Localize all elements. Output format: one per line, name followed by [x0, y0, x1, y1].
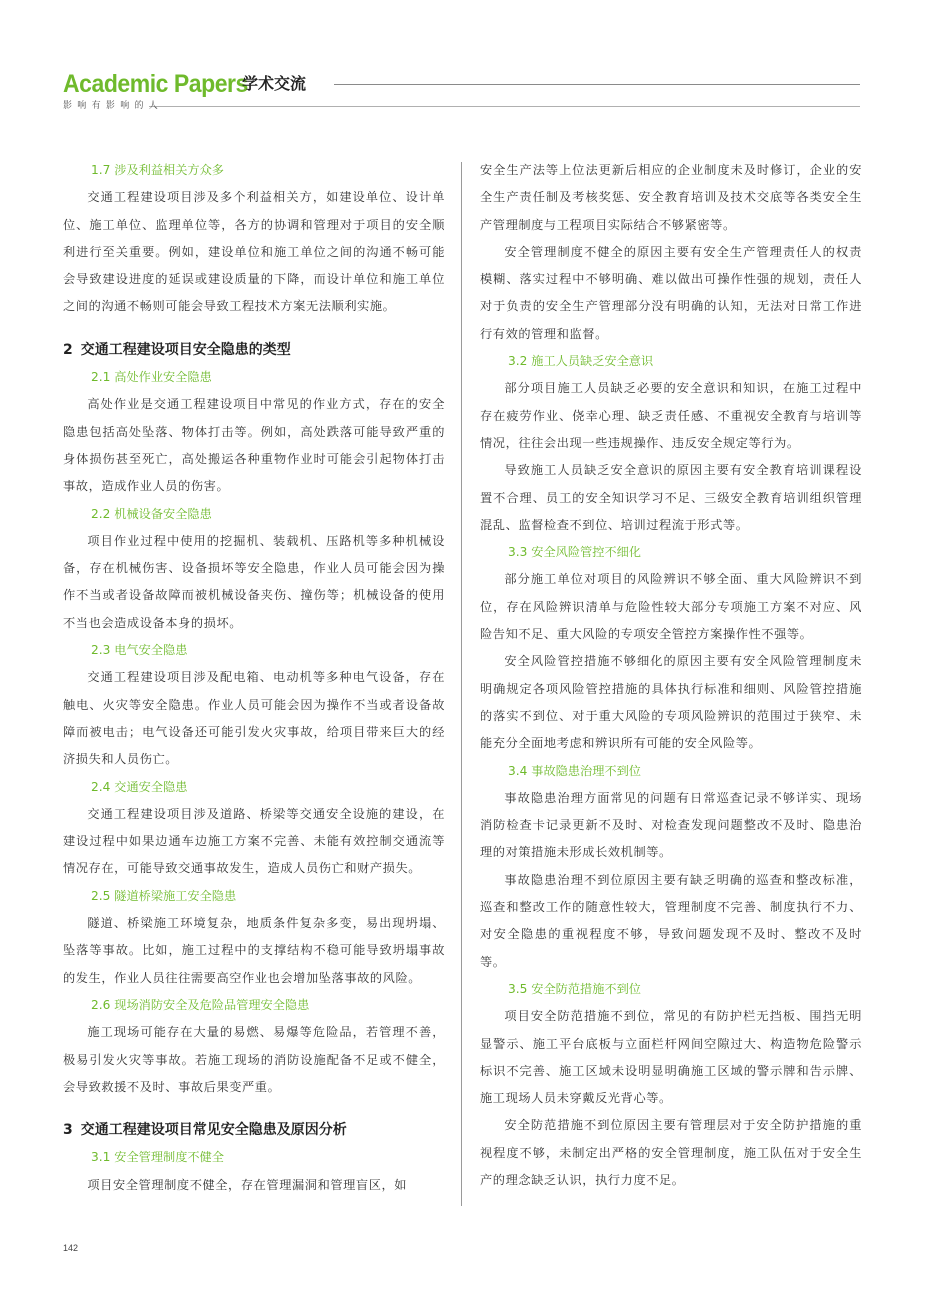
header-rule-top — [334, 84, 860, 85]
journal-brand: Academic Papers — [63, 70, 248, 98]
section-title: 交通工程建设项目常见安全隐患及原因分析 — [80, 1122, 347, 1139]
section-heading — [63, 1117, 445, 1144]
page-header — [63, 66, 860, 116]
paragraph: 安全风险管控措施不够细化的原因主要有安全风险管理制度未明确规定各项风险管控措施的具体执行标准和细则、风险管控措施的落实不到位、对于重大风险的专项风险辨识的范围过于狭窄、未能充分全面地考虑和辨识所有可能的安全风险等。 — [480, 654, 862, 751]
section-number: 3 — [63, 1122, 73, 1139]
paragraph: 项目安全管理制度不健全，存在管理漏洞和管理盲区，如 — [87, 1177, 408, 1192]
subsection-heading: 2.6 现场消防安全及危险品管理安全隐患 — [91, 997, 310, 1012]
header-rule-bottom — [149, 106, 860, 107]
subsection-heading: 1.7 涉及利益相关方众多 — [91, 163, 224, 177]
paragraph: 安全防范措施不到位原因主要有管理层对于安全防护措施的重视程度不够，未制定出严格的安全管理制度，施工队伍对于安全生产的理念缺乏认识，执行力度不足。 — [480, 1118, 862, 1187]
paragraph: 项目安全防范措施不到位，常见的有防护栏无挡板、围挡无明显警示、施工平台底板与立面栏杆网间空隙过大、构造物危险警示标识不完善、施工区域未设明显明确施工区域的警示牌和告示牌、施工现场人员未穿戴反光背心等。 — [480, 1009, 862, 1106]
paragraph: 施工现场可能存在大量的易燃、易爆等危险品，若管理不善，极易引发火灾等事故。若施工现场的消防设施配备不足或不健全，会导致救援不及时、事故后果变严重。 — [63, 1025, 445, 1094]
subsection-heading: 3.4 事故隐患治理不到位 — [508, 763, 641, 778]
section-heading — [63, 337, 445, 364]
paragraph: 事故隐患治理不到位原因主要有缺乏明确的巡查和整改标准，巡查和整改工作的随意性较大，管理制度不完善、制度执行不力、对安全隐患的重视程度不够，导致问题发现不及时、整改不及时等。 — [480, 872, 862, 969]
subsection-heading: 3.5 安全防范措施不到位 — [508, 981, 641, 996]
left-column — [63, 157, 445, 1199]
journal-slogan: 影响有影响的人 — [63, 101, 164, 111]
paragraph: 安全管理制度不健全的原因主要有安全生产管理责任人的权责模糊、落实过程中不够明确、难以做出可操作性强的规划，责任人对于负责的安全生产管理部分没有明确的认知，无法对日常工作进行有效的管理和监督。 — [480, 244, 862, 341]
paragraph: 导致施工人员缺乏安全意识的原因主要有安全教育培训课程设置不合理、员工的安全知识学习不足、三级安全教育培训组织管理混乱、监督检查不到位、培训过程流于形式等。 — [480, 463, 862, 532]
subsection-heading: 2.3 电气安全隐患 — [91, 643, 188, 658]
column-title: 学术交流 — [242, 74, 307, 93]
paragraph: 部分项目施工人员缺乏必要的安全意识和知识，在施工过程中存在疲劳作业、侥幸心理、缺乏责任感、不重视安全教育与培训等情况，往往会出现一些违规操作、违反安全规定等行为。 — [480, 381, 862, 450]
paragraph: 交通工程建设项目涉及配电箱、电动机等多种电气设备，存在触电、火灾等安全隐患。作业人员可能会因为操作不当或者设备故障而被电击；电气设备还可能引发火灾事故，给项目带来巨大的经济损失和人员伤亡。 — [63, 670, 445, 767]
subsection-heading: 3.3 安全风险管控不细化 — [508, 545, 641, 560]
right-column — [480, 157, 862, 1194]
section-title: 交通工程建设项目安全隐患的类型 — [80, 341, 291, 358]
page-number: 142 — [63, 1243, 79, 1253]
paragraph-continued: 安全生产法等上位法更新后相应的企业制度未及时修订，企业的安全生产责任制及考核奖惩、安全教育培训及技术交底等各类安全生产管理制度与工程项目实际结合不够紧密等。 — [480, 163, 862, 232]
paragraph: 交通工程建设项目涉及多个利益相关方，如建设单位、设计单位、施工单位、监理单位等，各方的协调和管理对于项目的安全顺利进行至关重要。例如，建设单位和施工单位之间的沟通不畅可能会导致建设进度的延误或建设质量的下降，而设计单位和施工单位之间的沟通不畅则可能会导致工程技术方案无法顺利实施。 — [63, 190, 445, 314]
subsection-heading: 2.1 高处作业安全隐患 — [91, 370, 212, 385]
paragraph: 隧道、桥梁施工环境复杂，地质条件复杂多变，易出现坍塌、坠落等事故。比如，施工过程中的支撑结构不稳可能导致坍塌事故的发生，作业人员往往需要高空作业也会增加坠落事故的风险。 — [63, 916, 445, 985]
subsection-heading: 3.1 安全管理制度不健全 — [91, 1150, 224, 1165]
subsection-heading: 3.2 施工人员缺乏安全意识 — [508, 354, 654, 369]
paragraph: 项目作业过程中使用的挖掘机、装载机、压路机等多种机械设备，存在机械伤害、设备损坏等安全隐患，作业人员可能会因为操作不当或者设备故障而被机械设备夹伤、撞伤等；机械设备的使用不当也会造成设备本身的损坏。 — [63, 533, 445, 630]
paragraph: 高处作业是交通工程建设项目中常见的作业方式，存在的安全隐患包括高处坠落、物体打击等。例如，高处跌落可能导致严重的身体损伤甚至死亡，高处搬运各种重物作业时可能会引起物体打击事故，造成作业人员的伤害。 — [63, 397, 445, 494]
paragraph: 部分施工单位对项目的风险辨识不够全面、重大风险辨识不到位，存在风险辨识清单与危险性较大部分专项施工方案不对应、风险告知不足、重大风险的专项安全管控方案操作性不强等。 — [480, 572, 862, 642]
paragraph: 事故隐患治理方面常见的问题有日常巡查记录不够详实、现场消防检查卡记录更新不及时、对检查发现问题整改不及时、隐患治理的对策措施未形成长效机制等。 — [480, 790, 862, 860]
subsection-heading: 2.5 隧道桥梁施工安全隐患 — [91, 888, 237, 903]
subsection-heading: 2.4 交通安全隐患 — [91, 779, 188, 794]
column-divider — [461, 162, 462, 1206]
section-number: 2 — [63, 341, 73, 358]
paragraph: 交通工程建设项目涉及道路、桥梁等交通安全设施的建设，在建设过程中如果边通车边施工方案不完善、未能有效控制交通流等情况存在，可能导致交通事故发生，造成人员伤亡和财产损失。 — [63, 806, 445, 876]
subsection-heading: 2.2 机械设备安全隐患 — [91, 506, 212, 521]
